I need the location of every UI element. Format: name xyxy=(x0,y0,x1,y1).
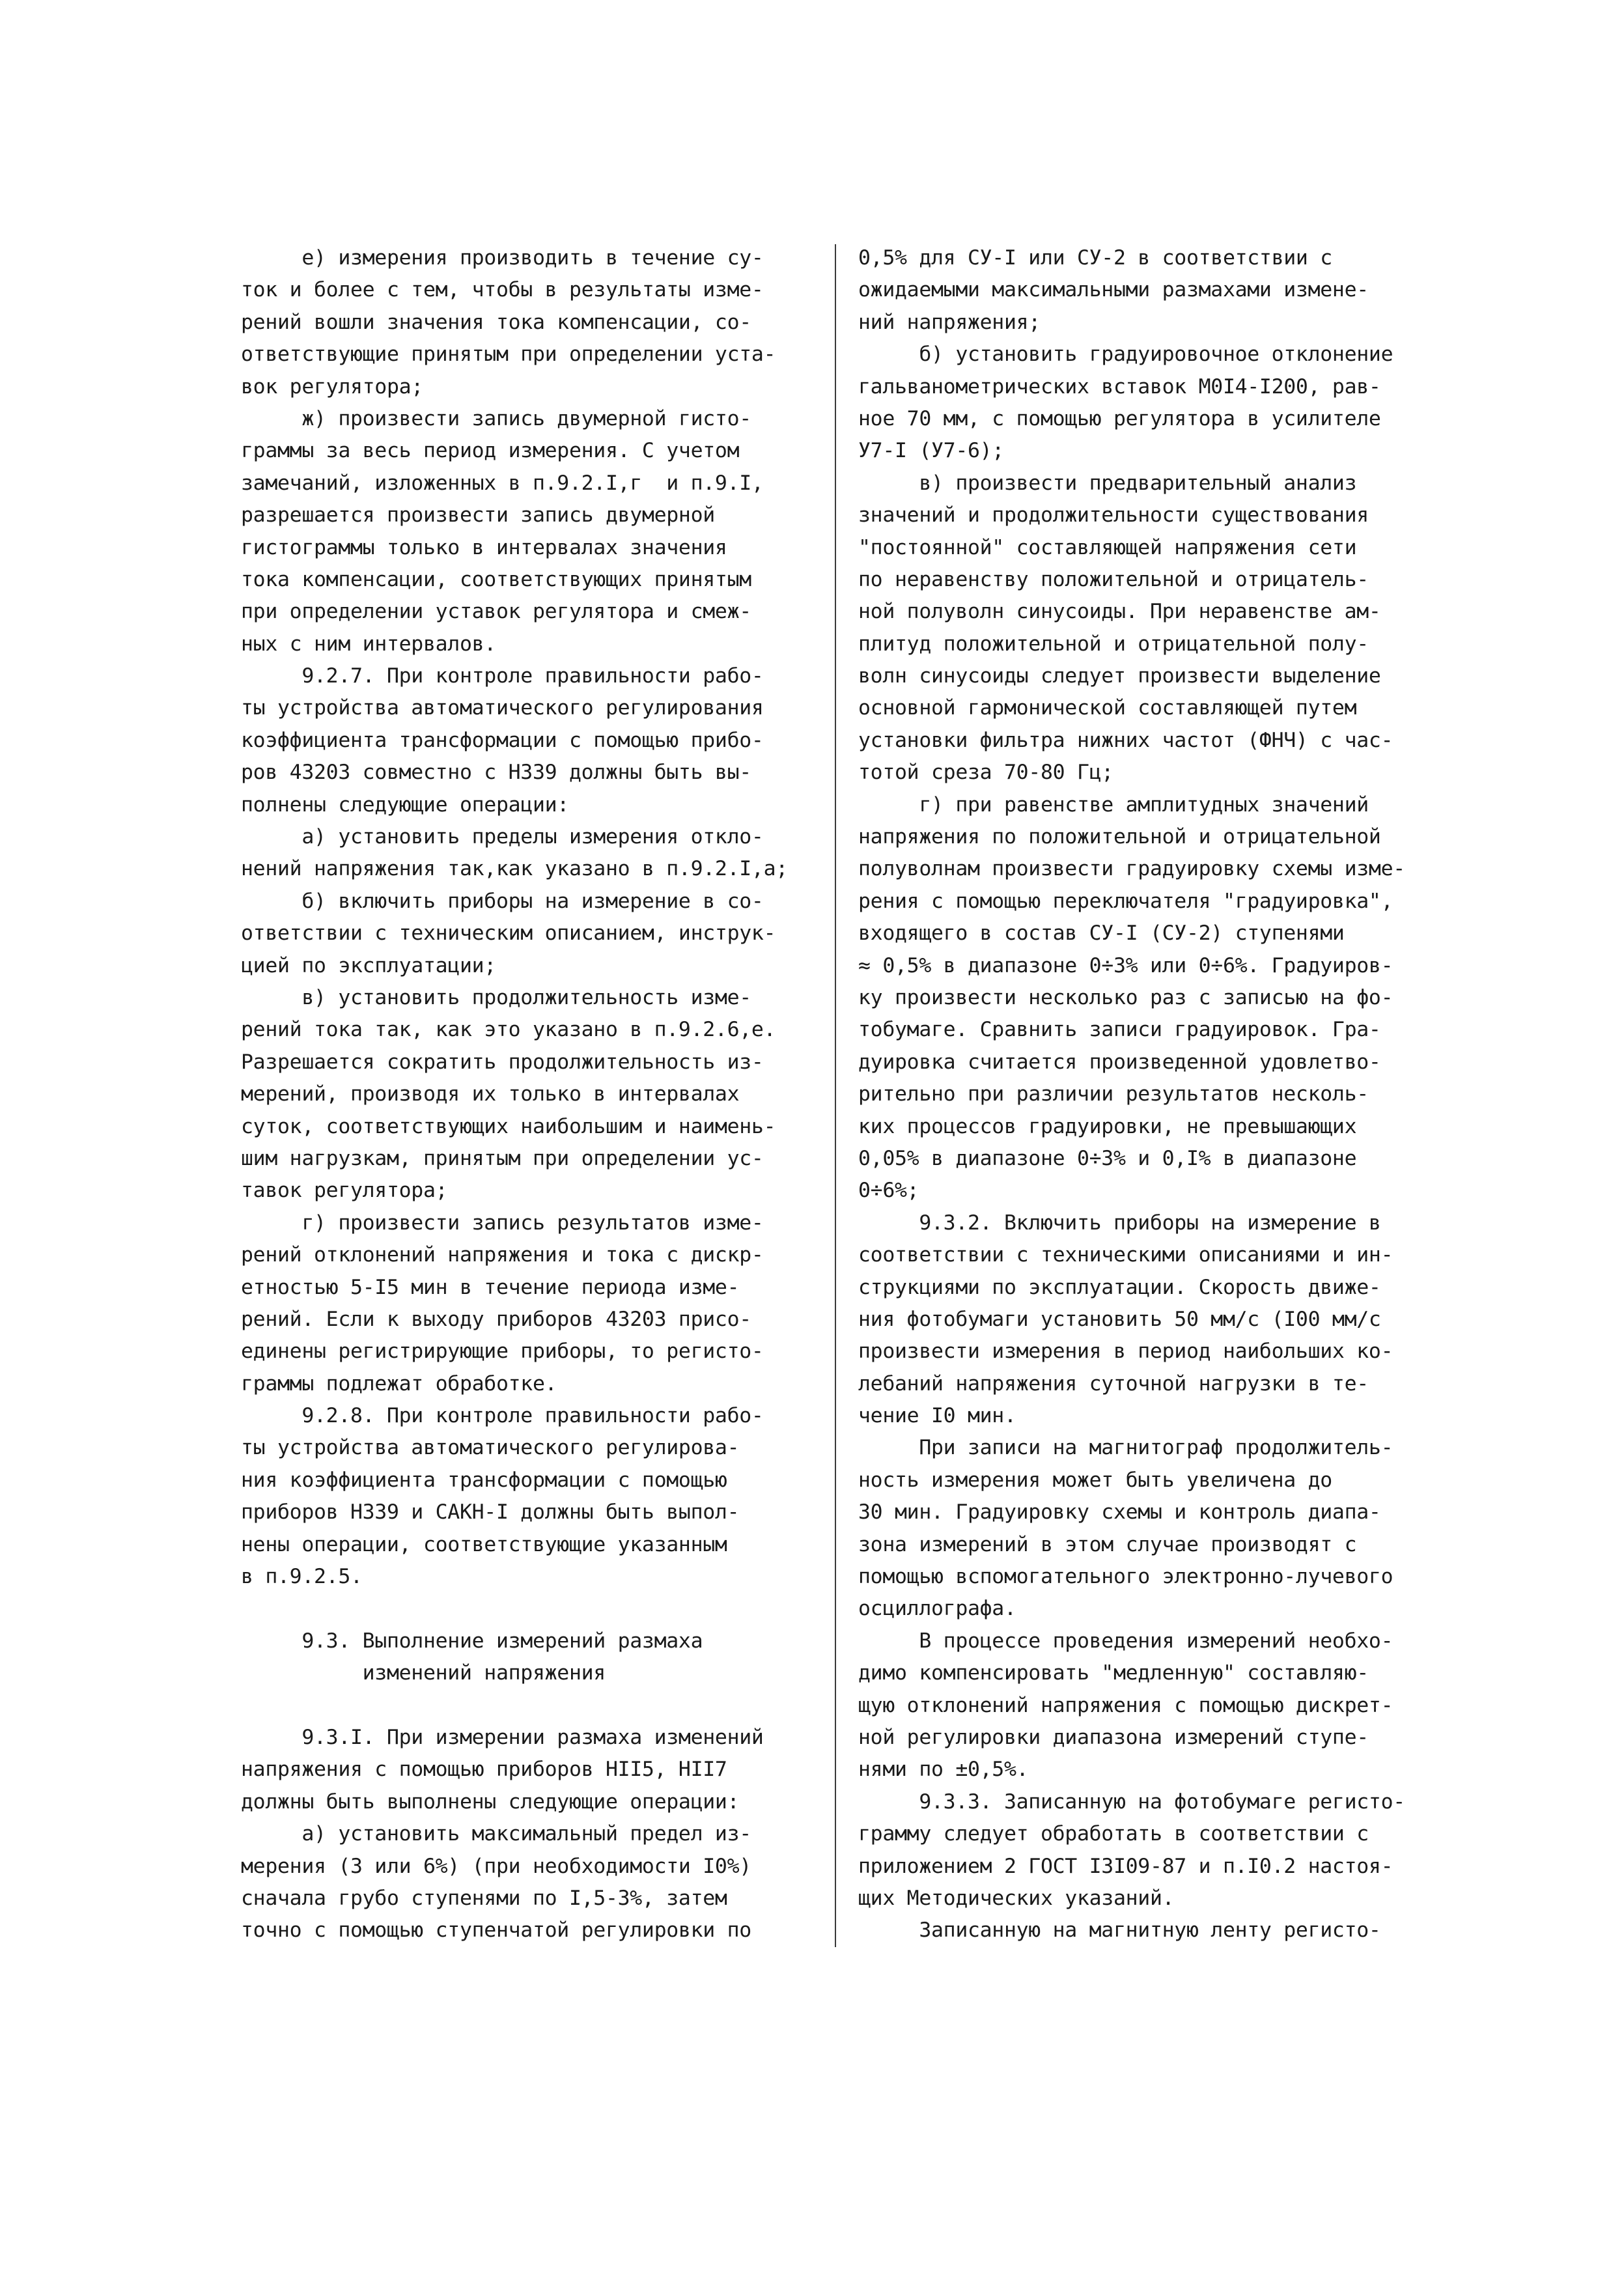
left-column-text-line: граммы за весь период измерения. С учетом xyxy=(241,439,740,463)
left-column-text-line: рений. Если к выходу приборов 43203 присо- xyxy=(241,1307,751,1331)
right-column-text-line: зона измерений в этом случае производят с xyxy=(858,1532,1357,1556)
left-column-text-line: суток, соответствующих наибольшим и наимень- xyxy=(241,1114,776,1138)
left-column-text-line: вок регулятора; xyxy=(241,374,423,399)
column-divider xyxy=(835,244,836,1947)
left-column-text-line: тока компенсации, соответствующих принятым xyxy=(241,567,751,591)
right-column-text-line: б) установить градуировочное отклонение xyxy=(858,343,1393,367)
left-column-text-line: ров 43203 совместно с Н339 должны быть вы- xyxy=(241,761,751,785)
left-column-text-line: ж) произвести запись двумерной гисто- xyxy=(241,406,751,430)
right-column-text-line: щую отклонений напряжения с помощью дискрет- xyxy=(858,1693,1393,1717)
left-column-text-line: единены регистрирующие приборы, то регисто- xyxy=(241,1340,764,1364)
right-column-text-line: 0,05% в диапазоне 0÷3% и 0,I% в диапазоне xyxy=(858,1146,1357,1170)
right-column-text-line: ность измерения может быть увеличена до xyxy=(858,1468,1332,1492)
right-column-text-line: 0,5% для СУ-I или СУ-2 в соответствии с xyxy=(858,246,1332,270)
right-column-text-line: помощью вспомогательного электронно-лучевого xyxy=(858,1565,1393,1589)
right-column-text-line: чение I0 мин. xyxy=(858,1404,1016,1428)
right-column-text-line: рения с помощью переключателя "градуировка", xyxy=(858,889,1393,913)
left-column-text-line: гистограммы только в интервалах значения xyxy=(241,535,727,559)
right-column-text-line: "постоянной" составляющей напряжения сети xyxy=(858,535,1357,559)
right-column-text-line: дуировка считается произведенной удовлетво- xyxy=(858,1050,1381,1074)
right-column-text-line: ния фотобумаги установить 50 мм/с (I00 мм/с xyxy=(858,1307,1381,1331)
right-column-text-line: волн синусоиды следует произвести выделение xyxy=(858,664,1381,688)
left-column-text-line: ответствии с техническим описанием, инструк- xyxy=(241,921,776,946)
left-column-text-line: приборов Н339 и САКН-I должны быть выпол- xyxy=(241,1500,740,1524)
right-column-text-line: основной гармонической составляющей путем xyxy=(858,696,1357,720)
left-column-text-line: ток и более с тем, чтобы в результаты изме- xyxy=(241,278,764,302)
left-column-text-line: 9.2.7. При контроле правильности рабо- xyxy=(241,664,764,688)
right-column-text-line: ной полуволн синусоиды. При неравенстве ам- xyxy=(858,600,1381,624)
right-column-text-line: ≈ 0,5% в диапазоне 0÷3% или 0÷6%. Градуиров- xyxy=(858,953,1393,977)
left-column-text-line: в) установить продолжительность изме- xyxy=(241,985,751,1009)
right-column-text-line: гальванометрических вставок М0I4-I200, рав- xyxy=(858,374,1381,399)
right-column-text-line: ожидаемыми максимальными размахами измене- xyxy=(858,278,1369,302)
left-column-text-line: ты устройства автоматического регулирования xyxy=(241,696,764,720)
right-column-text-line: грамму следует обработать в соответствии с xyxy=(858,1822,1369,1846)
right-column-text-line: произвести измерения в период наибольших ко- xyxy=(858,1340,1393,1364)
left-column-text-line: 9.3. Выполнение измерений размаха xyxy=(241,1629,703,1653)
left-column-text-line: коэффициента трансформации с помощью прибо- xyxy=(241,728,764,752)
left-column-text-line: должны быть выполнены следующие операции: xyxy=(241,1790,740,1814)
left-column-text-line: напряжения с помощью приборов НII5, НII7 xyxy=(241,1758,727,1782)
right-column-text-line: струкциями по эксплуатации. Скорость движе- xyxy=(858,1275,1381,1299)
left-column-text-line: ных с ним интервалов. xyxy=(241,632,496,656)
right-column-text-line: щих Методических указаний. xyxy=(858,1886,1175,1910)
right-column-text-line: ное 70 мм, с помощью регулятора в усилителе xyxy=(858,406,1381,430)
right-column-text-line: лебаний напряжения суточной нагрузки в те- xyxy=(858,1371,1369,1396)
left-column-text-line: разрешается произвести запись двумерной xyxy=(241,503,715,527)
right-column-text-line: Записанную на магнитную ленту регисто- xyxy=(858,1918,1381,1943)
right-column-text-line: полуволнам произвести градуировку схемы изме- xyxy=(858,857,1405,881)
left-column-text-line: нений напряжения так,как указано в п.9.2.I,а; xyxy=(241,857,788,881)
right-column-text-line: 30 мин. Градуировку схемы и контроль диапа- xyxy=(858,1500,1381,1524)
right-column-text-line: рительно при различии результатов несколь- xyxy=(858,1082,1369,1106)
left-column-text-line: сначала грубо ступенями по I,5-3%, затем xyxy=(241,1886,727,1910)
right-column-text-line: ких процессов градуировки, не превышающих xyxy=(858,1114,1357,1138)
right-column-text-line: плитуд положительной и отрицательной полу- xyxy=(858,632,1369,656)
right-column-text-line: г) при равенстве амплитудных значений xyxy=(858,793,1369,817)
right-column-text-line: ний напряжения; xyxy=(858,310,1041,334)
right-column-text-line: 9.3.3. Записанную на фотобумаге регисто- xyxy=(858,1790,1405,1814)
right-column-text-line: В процессе проведения измерений необхо- xyxy=(858,1629,1393,1653)
right-column-text-line: напряжения по положительной и отрицательной xyxy=(858,825,1381,849)
right-column-text-line: приложением 2 ГОСТ I3I09-87 и п.I0.2 настоя- xyxy=(858,1854,1393,1878)
left-column-text-line: цией по эксплуатации; xyxy=(241,953,496,977)
right-column-text-line: в) произвести предварительный анализ xyxy=(858,471,1357,495)
left-column-text-line: шим нагрузкам, принятым при определении ус- xyxy=(241,1146,764,1170)
right-text-column xyxy=(858,242,1438,1947)
left-column-text-line: полнены следующие операции: xyxy=(241,793,569,817)
left-column-text-line: е) измерения производить в течение су- xyxy=(241,246,764,270)
left-column-text-line: в п.9.2.5. xyxy=(241,1565,363,1589)
right-column-text-line: установки фильтра нижних частот (ФНЧ) с час- xyxy=(858,728,1393,752)
left-column-text-line: а) установить пределы измерения откло- xyxy=(241,825,764,849)
left-column-text-line: б) включить приборы на измерение в со- xyxy=(241,889,764,913)
right-column-text-line: димо компенсировать "медленную" составляю- xyxy=(858,1661,1369,1685)
left-column-text-line: граммы подлежат обработке. xyxy=(241,1371,557,1396)
left-column-text-line: точно с помощью ступенчатой регулировки по xyxy=(241,1918,751,1943)
left-column-text-line: рений вошли значения тока компенсации, со- xyxy=(241,310,751,334)
right-column-text-line: тобумаге. Сравнить записи градуировок. Гра- xyxy=(858,1018,1381,1042)
right-column-text-line: тотой среза 70-80 Гц; xyxy=(858,761,1113,785)
left-column-text-line: ния коэффициента трансформации с помощью xyxy=(241,1468,727,1492)
left-column-text-line xyxy=(241,1690,820,1722)
left-text-column xyxy=(241,242,820,1947)
right-column-text-line: ной регулировки диапазона измерений ступе- xyxy=(858,1725,1369,1749)
right-column-text-line: нями по ±0,5%. xyxy=(858,1758,1029,1782)
right-column-text-line: ку произвести несколько раз с записью на фо- xyxy=(858,985,1393,1009)
right-column-text-line: При записи на магнитограф продолжитель- xyxy=(858,1436,1393,1460)
left-column-text-line: 9.3.I. При измерении размаха изменений xyxy=(241,1725,764,1749)
left-column-text-line: тавок регулятора; xyxy=(241,1179,448,1203)
left-column-text-line: етностью 5-I5 мин в течение периода изме- xyxy=(241,1275,740,1299)
right-column-text-line: осциллографа. xyxy=(858,1597,1016,1621)
left-column-text-line: ты устройства автоматического регулирова- xyxy=(241,1436,740,1460)
right-column-text-line: входящего в состав СУ-I (СУ-2) ступенями xyxy=(858,921,1345,946)
left-column-text-line: а) установить максимальный предел из- xyxy=(241,1822,751,1846)
left-column-text-line xyxy=(241,1593,820,1625)
left-column-text-line: 9.2.8. При контроле правильности рабо- xyxy=(241,1404,764,1428)
right-column-text-line: соответствии с техническими описаниями и ин- xyxy=(858,1243,1393,1267)
left-column-text-line: при определении уставок регулятора и смеж- xyxy=(241,600,751,624)
left-column-text-line: мерений, производя их только в интервалах xyxy=(241,1082,740,1106)
right-column-text-line: У7-I (У7-6); xyxy=(858,439,1004,463)
right-column-text-line: значений и продолжительности существования xyxy=(858,503,1369,527)
right-column-text-line: 0÷6%; xyxy=(858,1179,919,1203)
left-column-text-line: нены операции, соответствующие указанным xyxy=(241,1532,727,1556)
left-column-text-line: мерения (3 или 6%) (при необходимости I0%) xyxy=(241,1854,751,1878)
left-column-text-line: рений тока так, как это указано в п.9.2.6,е. xyxy=(241,1018,776,1042)
right-column-text-line: 9.3.2. Включить приборы на измерение в xyxy=(858,1211,1381,1235)
left-column-text-line: замечаний, изложенных в п.9.2.I,г и п.9.I, xyxy=(241,471,764,495)
left-column-text-line: г) произвести запись результатов изме- xyxy=(241,1211,764,1235)
right-column-text-line: по неравенству положительной и отрицатель- xyxy=(858,567,1369,591)
left-column-text-line: Разрешается сократить продолжительность из- xyxy=(241,1050,764,1074)
left-column-text-line: изменений напряжения xyxy=(241,1661,606,1685)
left-column-text-line: рений отклонений напряжения и тока с дискр- xyxy=(241,1243,764,1267)
left-column-text-line: ответствующие принятым при определении уста- xyxy=(241,343,776,367)
